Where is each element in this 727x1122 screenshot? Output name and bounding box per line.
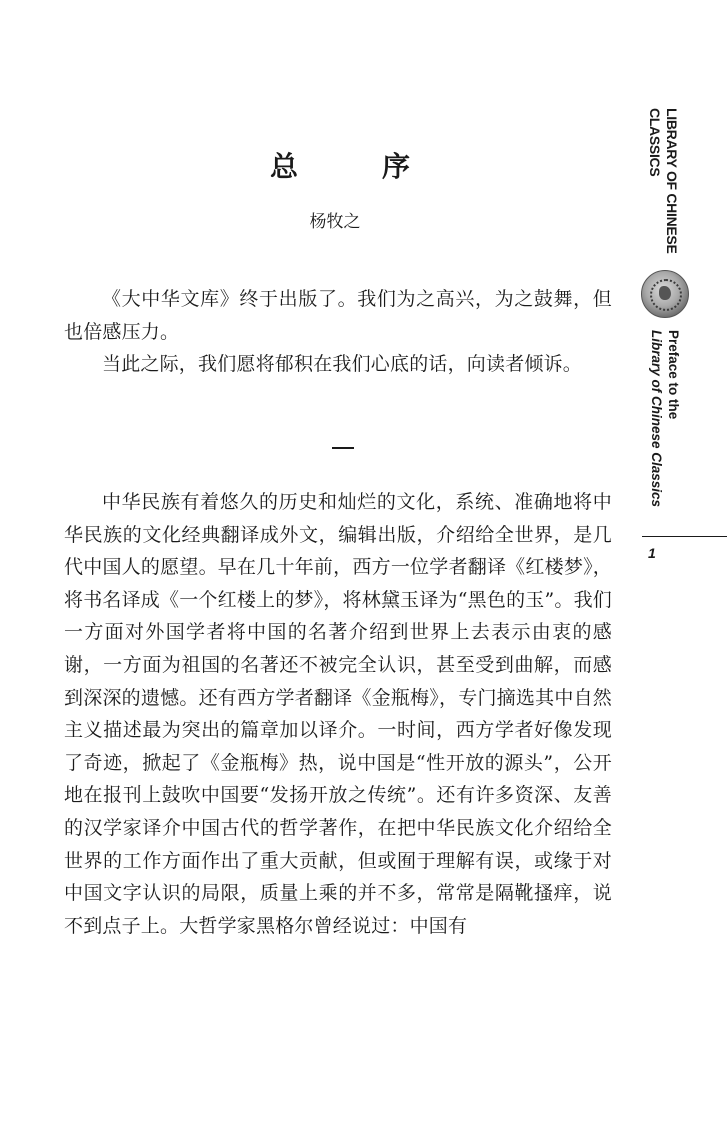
page-title-char-1: 总 <box>270 150 299 183</box>
subtitle-line-2: Library of Chinese Classics <box>649 330 664 508</box>
main-section <box>64 486 612 942</box>
series-title-line-2: CLASSICS <box>647 108 663 177</box>
intro-paragraph-2: 当此之际，我们愿将郁积在我们心底的话，向读者倾诉。 <box>102 353 583 376</box>
series-title-line-1: LIBRARY OF CHINESE <box>664 108 680 254</box>
subtitle-line-1: Preface to the <box>666 330 681 420</box>
page-number: 1 <box>648 545 656 561</box>
page-title <box>270 150 410 184</box>
dragon-coin-emblem-icon <box>641 270 689 318</box>
running-header-subtitle <box>648 330 682 507</box>
intro-paragraph-1: 《大中华文库》终于出版了。我们为之高兴，为之鼓舞，但也倍感压力。 <box>64 288 612 343</box>
main-paragraph: 中华民族有着悠久的历史和灿烂的文化，系统、准确地将中华民族的文化经典翻译成外文，编辑出版，介绍给全世界，是几代中国人的愿望。早在几十年前，西方一位学者翻译《红楼梦》，将书名译成《一个红楼上的梦》，将林黛玉译为“黑色的玉”。我们一方面对外国学者将中国的名著介绍到世界上去表示由衷的感谢，一方面为祖国的名著还不被完全认识，甚至受到曲解，而感到深深的遗憾。还有西方学者翻译《金瓶梅》，专门摘选其中自然主义描述最为突出的篇章加以译介。一时间，西方学者好像发现了奇迹，掀起了《金瓶梅》热，说中国是“性开放的源头”，公开地在报刊上鼓吹中国要“发扬开放之传统”。还有许多资深、友善的汉学家译介中国古代的哲学著作，在把中华民族文化介绍给全世界的工作方面作出了重大贡献，但或囿于理解有误，或缘于对中国文字认识的局限，质量上乘的并不多，常常是隔靴搔痒，说不到点子上。大哲学家黑格尔曾经说过：中国有 <box>64 491 612 937</box>
section-number-one <box>332 447 354 449</box>
page-title-char-2: 序 <box>381 150 410 183</box>
author-name: 杨牧之 <box>309 212 361 232</box>
margin-divider <box>642 536 727 537</box>
running-header-series <box>646 108 680 254</box>
intro-section <box>64 283 612 381</box>
